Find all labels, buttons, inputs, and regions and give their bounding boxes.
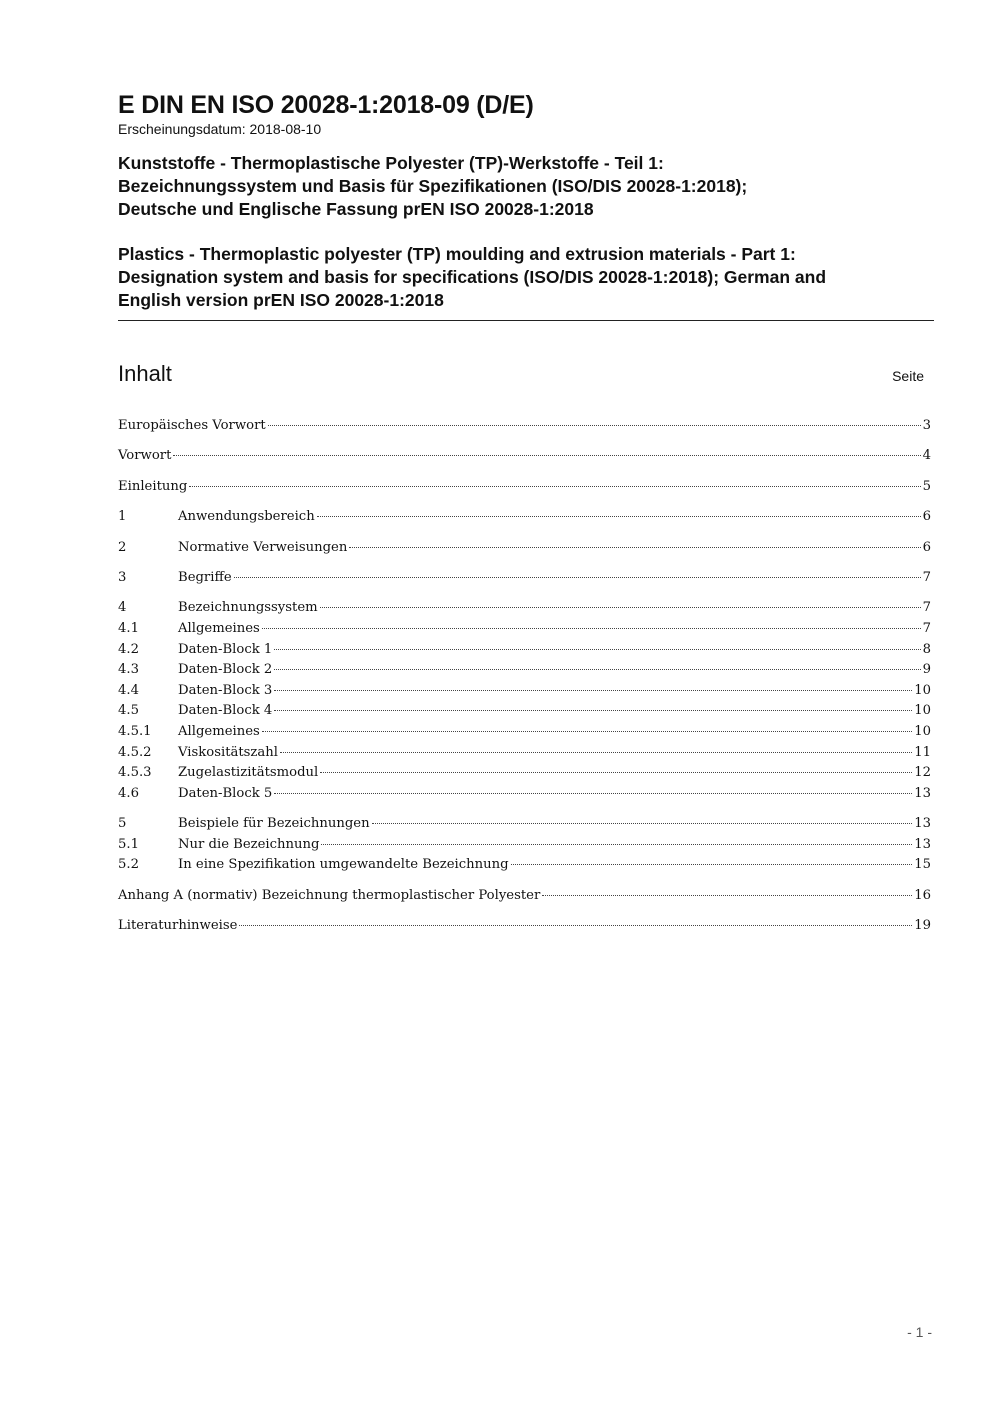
toc-entry-number: 5.1 [118, 836, 139, 852]
toc-entry-number: 4.5.1 [118, 723, 152, 739]
toc-entry[interactable] [118, 538, 931, 559]
toc-entry[interactable] [118, 477, 931, 498]
toc-entry-page: 4 [922, 448, 931, 464]
toc-entry[interactable] [118, 619, 931, 640]
toc-heading: Inhalt [118, 361, 172, 386]
toc-dot-leader [262, 627, 921, 629]
toc-dot-leader [321, 843, 912, 845]
toc-entry-title: Allgemeines [178, 723, 260, 739]
toc-dot-leader [320, 771, 912, 773]
title-german-line: Bezeichnungssystem und Basis für Spezifikationen (ISO/DIS 20028-1:2018); [118, 176, 748, 196]
toc-entry-number: 5.2 [118, 857, 139, 873]
toc-entry-page: 10 [914, 723, 931, 739]
toc-entry-page: 6 [922, 539, 931, 555]
toc-entry[interactable] [118, 681, 931, 702]
toc-entry-number: 1 [118, 509, 127, 525]
toc-dot-leader [189, 485, 920, 487]
toc-entry-page: 13 [914, 816, 931, 832]
toc-entry-title: Anhang A (normativ) Bezeichnung thermoplastischer Polyester [118, 887, 541, 903]
toc-entry-number: 4.5.2 [118, 744, 152, 760]
toc-dot-leader [274, 648, 920, 650]
toc-entry-title: Daten-Block 3 [178, 682, 273, 698]
toc-dot-leader [262, 730, 912, 732]
toc-entry[interactable] [118, 660, 931, 681]
toc-entry-page: 15 [914, 857, 931, 873]
toc-dot-leader [274, 709, 912, 711]
toc-dot-leader [274, 792, 912, 794]
title-german-line: Kunststoffe - Thermoplastische Polyester (TP)-Werkstoffe - Teil 1: [118, 153, 664, 173]
toc-entry-title: Viskositätszahl [178, 744, 278, 760]
toc-entry-title: Bezeichnungssystem [178, 600, 318, 616]
toc-entry-number: 4.2 [118, 641, 139, 657]
title-german-line: Deutsche und Englische Fassung prEN ISO 20028-1:2018 [118, 199, 594, 219]
toc-entry-title: Literaturhinweise [118, 918, 238, 934]
toc-entry[interactable] [118, 814, 931, 835]
toc-entry-page: 9 [922, 662, 931, 678]
toc-entry-number: 4.4 [118, 682, 139, 698]
title-german [118, 152, 934, 221]
toc-entry-title: Zugelastizitätsmodul [178, 765, 319, 781]
toc-entry-page: 12 [914, 765, 931, 781]
toc-dot-leader [511, 863, 913, 865]
toc-entry-title: Begriffe [178, 569, 232, 585]
toc-entry-page: 11 [914, 744, 931, 760]
toc-dot-leader [349, 546, 920, 548]
toc-entry-page: 16 [914, 887, 931, 903]
title-english [118, 243, 934, 312]
page-number: - 1 - [907, 1324, 932, 1340]
toc-entry-page: 7 [922, 620, 931, 636]
toc-dot-leader [372, 822, 913, 824]
toc-entry-title: Daten-Block 4 [178, 703, 273, 719]
toc-entry-page: 19 [914, 918, 931, 934]
toc-entry-number: 3 [118, 569, 127, 585]
toc-entry[interactable] [118, 763, 931, 784]
toc-entry[interactable] [118, 784, 931, 805]
toc-dot-leader [320, 606, 921, 608]
toc-entry-page: 10 [914, 682, 931, 698]
toc-entry-title: Vorwort [118, 448, 172, 464]
toc-entry-page: 13 [914, 836, 931, 852]
toc-entry[interactable] [118, 701, 931, 722]
toc-entry-page: 7 [922, 569, 931, 585]
toc-entry[interactable] [118, 916, 931, 937]
title-english-line: Designation system and basis for specifications (ISO/DIS 20028-1:2018); German and [118, 267, 827, 287]
toc-entry-title: Allgemeines [178, 620, 260, 636]
toc-entry-page: 6 [922, 509, 931, 525]
toc-entry[interactable] [118, 722, 931, 743]
toc-dot-leader [274, 689, 912, 691]
toc-entry-page: 7 [922, 600, 931, 616]
header-divider [118, 320, 934, 321]
toc-entry-page: 13 [914, 785, 931, 801]
toc-entry[interactable] [118, 886, 931, 907]
toc-entry-number: 4.1 [118, 620, 139, 636]
toc-entry[interactable] [118, 743, 931, 764]
toc-entry-title: Daten-Block 1 [178, 641, 273, 657]
toc-entry-page: 3 [922, 418, 931, 433]
toc-entry-number: 4.5 [118, 703, 139, 719]
toc-entry[interactable] [118, 507, 931, 528]
document-header [118, 90, 934, 312]
title-english-line: Plastics - Thermoplastic polyester (TP) moulding and extrusion materials - Part 1: [118, 244, 796, 264]
toc-entry-title: Einleitung [118, 478, 188, 494]
toc-entry-number: 4.5.3 [118, 765, 152, 781]
toc-entry-title: Daten-Block 2 [178, 662, 273, 678]
toc-entry-page: 10 [914, 703, 931, 719]
title-english-line: English version prEN ISO 20028-1:2018 [118, 290, 444, 310]
document-number: E DIN EN ISO 20028-1:2018-09 (D/E) [118, 91, 534, 119]
toc-entry[interactable] [118, 416, 931, 437]
publication-date: Erscheinungsdatum: 2018-08-10 [118, 121, 322, 137]
toc-entry[interactable] [118, 835, 931, 856]
toc-dot-leader [173, 454, 920, 456]
toc-entry-page: 8 [922, 641, 931, 657]
toc-dot-leader [274, 668, 920, 670]
toc-entry-number: 4.3 [118, 662, 139, 678]
toc-entry-title: In eine Spezifikation umgewandelte Bezeichnung [178, 857, 509, 873]
toc-entry-title: Normative Verweisungen [178, 539, 348, 555]
toc-entry-number: 4.6 [118, 785, 139, 801]
table-of-contents [118, 416, 931, 937]
toc-entry-number: 4 [118, 600, 127, 616]
toc-dot-leader [234, 576, 921, 578]
toc-entry-title: Beispiele für Bezeichnungen [178, 816, 370, 832]
toc-entry-title: Anwendungsbereich [178, 509, 315, 525]
toc-entry-title: Daten-Block 5 [178, 785, 273, 801]
toc-entry-title: Europäisches Vorwort [118, 418, 266, 433]
toc-entry-page: 5 [922, 478, 931, 494]
toc-dot-leader [268, 424, 921, 426]
toc-entry[interactable] [118, 598, 931, 619]
toc-entry[interactable] [118, 446, 931, 467]
toc-entry-number: 2 [118, 539, 127, 555]
toc-dot-leader [239, 924, 912, 926]
toc-dot-leader [280, 751, 912, 753]
toc-dot-leader [317, 515, 921, 517]
toc-entry[interactable] [118, 640, 931, 661]
toc-entry[interactable] [118, 855, 931, 876]
toc-entry[interactable] [118, 568, 931, 589]
toc-page-column-label: Seite [892, 368, 924, 384]
toc-dot-leader [542, 894, 912, 896]
toc-entry-number: 5 [118, 816, 127, 832]
toc-entry-title: Nur die Bezeichnung [178, 836, 320, 852]
